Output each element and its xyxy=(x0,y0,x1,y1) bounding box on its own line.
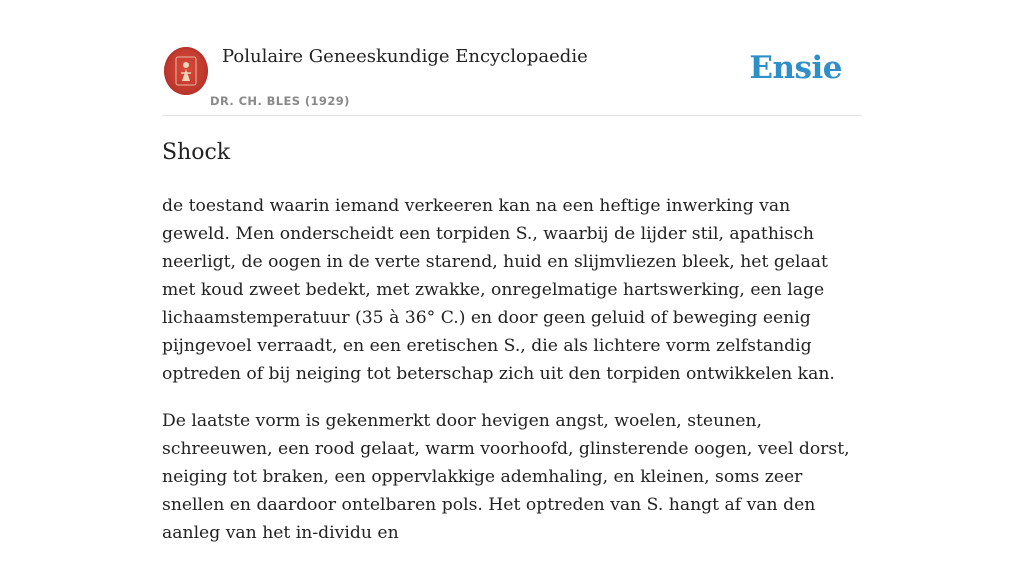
header xyxy=(162,40,862,116)
entry-title: Shock xyxy=(162,140,231,165)
book-cover-icon[interactable] xyxy=(164,47,208,95)
paragraph: De laatste vorm is gekenmerkt door hevigen angst, woelen, steunen, schreeuwen, een rood gelaat, warm voorhoofd, glinsterende oogen, veel dorst, neiging tot braken, een oppervlakkige ademhaling, en kleinen, soms zeer snellen en daardoor ontelbaren pols. Het optreden van S. hangt af van den aanleg van het in-dividu en xyxy=(162,411,850,543)
book-cover-emblem xyxy=(164,47,208,95)
book-author: DR. CH. BLES (1929) xyxy=(210,94,350,108)
paragraph: de toestand waarin iemand verkeeren kan na een heftige inwerking van geweld. Men onderscheidt een torpiden S., waarbij de lijder stil, apathisch neerligt, de oogen in de verte starend, huid en slijmvliezen bleek, het gelaat met koud zweet bedekt, met zwakke, onregelmatige hartswerking, een lage lichaamstemperatuur (35 à 36° C.) en door geen geluid of beweging eenig pijngevoel verraadt, en een eretischen S., die als lichtere vorm zelfstandig optreden of bij neiging tot beterschap zich uit den torpiden ontwikkelen kan. xyxy=(162,196,835,384)
brand-logo[interactable]: Ensie xyxy=(749,50,842,86)
book-title[interactable]: Polulaire Geneeskundige Encyclopaedie xyxy=(222,46,588,67)
entry-content xyxy=(162,192,862,566)
